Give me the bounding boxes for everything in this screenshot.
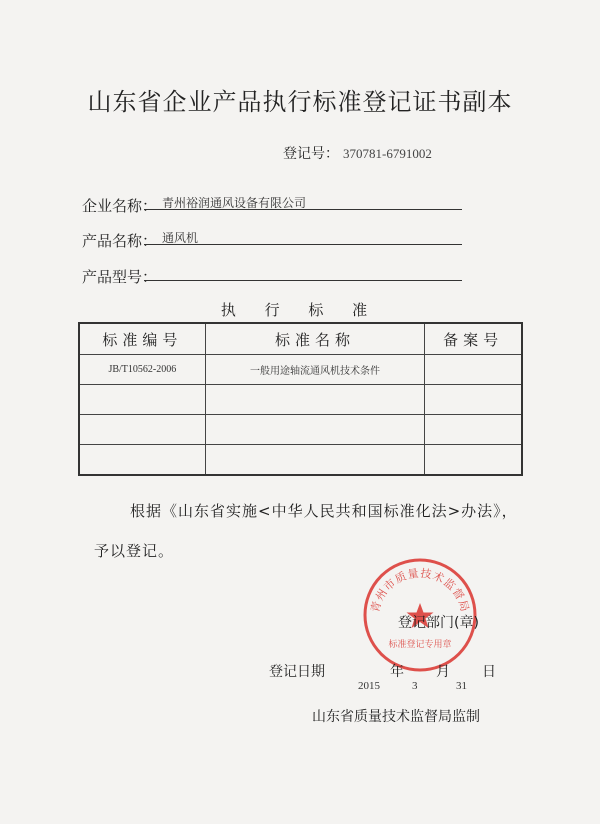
- company-name-label: 企业名称：: [82, 197, 158, 215]
- cell-standard-name: [205, 385, 425, 415]
- product-model-field: [82, 266, 157, 287]
- table-row: [79, 445, 522, 476]
- product-model-label: 产品型号：: [82, 268, 158, 286]
- table-header-row: [79, 323, 522, 355]
- header-filing-no: 备案号: [425, 323, 522, 355]
- product-model-underline: [144, 280, 462, 281]
- product-name-field: [82, 230, 199, 251]
- cell-standard-no: JB/T10562-2006: [79, 355, 205, 385]
- standards-table: [78, 322, 523, 476]
- supervisor-note: 山东省质量技术监督局监制: [312, 709, 480, 725]
- cell-standard-no: [79, 415, 205, 445]
- document-title: 山东省企业产品执行标准登记证书副本: [87, 88, 513, 116]
- cell-filing-no: [425, 445, 522, 476]
- seal-arc-text: 青州市质量技术监督局: [368, 566, 472, 614]
- registration-department: 登记部门(章): [398, 615, 479, 631]
- date-day-value: 31: [456, 680, 467, 692]
- registration-value: 370781-6791002: [343, 146, 432, 161]
- registration-date-label: 登记日期: [269, 664, 325, 680]
- basis-statement: 根据《山东省实施<中华人民共和国标准化法>办法》，: [130, 502, 518, 520]
- date-month-value: 3: [412, 680, 418, 692]
- cell-standard-name: 一般用途轴流通风机技术条件: [205, 355, 425, 385]
- basis-statement-2: 予以登记。: [94, 542, 175, 560]
- date-day-unit: 日: [482, 664, 496, 680]
- date-year-value: 2015: [358, 680, 380, 692]
- seal-sub-text: 标准登记专用章: [388, 640, 452, 650]
- date-month-unit: 月: [436, 664, 450, 680]
- cell-standard-name: [205, 445, 425, 476]
- table-row: [79, 355, 522, 385]
- table-row: [79, 385, 522, 415]
- cell-standard-no: [79, 445, 205, 476]
- table-row: [79, 415, 522, 445]
- date-year-unit: 年: [390, 664, 404, 680]
- cell-filing-no: [425, 415, 522, 445]
- product-name-label: 产品名称：: [82, 232, 158, 250]
- product-name-value: 通风机: [162, 231, 199, 245]
- company-name-value: 青州裕润通风设备有限公司: [162, 196, 307, 210]
- company-name-field: [82, 195, 307, 216]
- cell-standard-no: [79, 385, 205, 415]
- registration-number: [283, 143, 432, 163]
- header-standard-name: 标准名称: [205, 323, 425, 355]
- cell-standard-name: [205, 415, 425, 445]
- standards-heading: 执 行 标 准: [220, 301, 380, 319]
- registration-label: 登记号：: [283, 146, 339, 162]
- header-standard-no: 标准编号: [79, 323, 205, 355]
- cell-filing-no: [425, 355, 522, 385]
- cell-filing-no: [425, 385, 522, 415]
